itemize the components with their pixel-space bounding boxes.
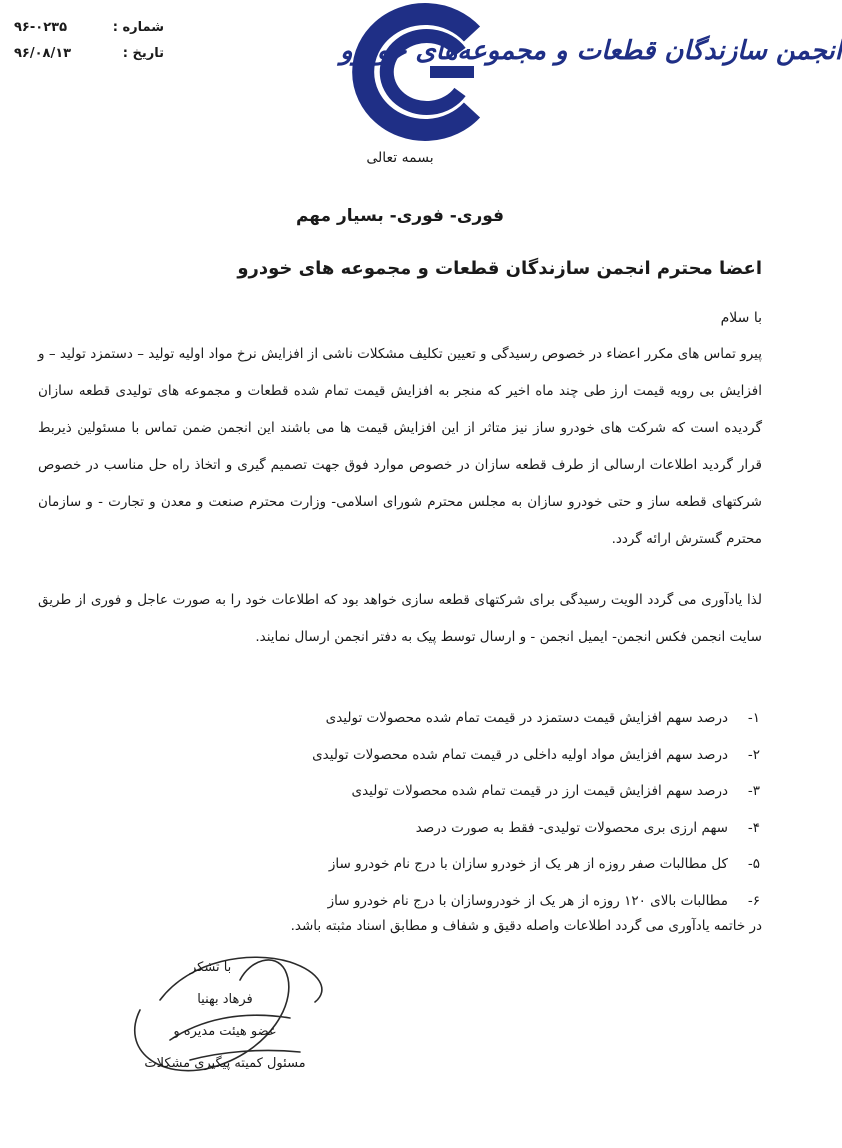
list-item xyxy=(40,810,760,847)
list-item-text: مطالبات بالای ۱۲۰ روزه از هر یک از خودروسازان با درج نام خودرو ساز xyxy=(327,892,728,909)
urgency-heading: فوری- فوری- بسیار مهم xyxy=(295,206,505,226)
date-value: ۹۶/۰۸/۱۳ xyxy=(14,46,72,61)
list-item xyxy=(40,883,760,920)
list-item-text: درصد سهم افزایش مواد اولیه داخلی در قیمت تمام شده محصولات تولیدی xyxy=(312,746,728,763)
list-item-text: سهم ارزی بری محصولات تولیدی- فقط به صورت درصد xyxy=(415,819,728,836)
list-item-number: ۴- xyxy=(747,819,760,836)
letter-meta xyxy=(14,20,174,72)
list-item-text: درصد سهم افزایش قیمت ارز در قیمت تمام شده محصولات تولیدی xyxy=(351,783,728,799)
request-list xyxy=(40,700,760,919)
greeting: با سلام xyxy=(720,310,762,326)
list-item xyxy=(40,700,760,737)
organization-name: انجمن سازندگان قطعات و مجموعه‌های خودرو xyxy=(340,36,842,66)
list-item-number: ۳- xyxy=(747,783,760,799)
paragraph-1: پیرو تماس های مکرر اعضاء در خصوص رسیدگی و تعیین تکلیف مشکلات ناشی از افزایش نرخ مواد اولیه تولید – دستمزد تولید – و افزایش بی رویه قیمت ارز طی چند ماه اخیر که منجر به افزایش قیمت تمام شده قطعات و مجموعه های تولیدی قطعه سازان گردیده است که شرکت های خودرو ساز نیز متاثر از این افزایش قیمت ها می باشند این انجمن ضمن تماس با مسئولین ذیربط قرار گردید اطلاعات ارسالی از طرف قطعه سازان در خصوص موارد فوق جهت تصمیم گیری و اتخاذ راه حل مناسب در خصوص شرکتهای قطعه ساز و حتی خودرو سازان به مجلس محترم شورای اسلامی- وزارت محترم صنعت و معدن و تجارت - و سازمان محترم گسترش ارائه گردد. xyxy=(38,346,762,547)
signature-block xyxy=(120,952,330,1080)
list-item xyxy=(40,846,760,883)
paragraph-2: لذا یادآوری می گردد الویت رسیدگی برای شرکتهای قطعه سازی خواهد بود که اطلاعات خود را به صورت عاجل و فوری از طریق سایت انجمن فکس انجمن- ایمیل انجمن - و ارسال توسط پیک به دفتر انجمن ارسال نمایند. xyxy=(38,592,762,645)
list-item xyxy=(40,737,760,774)
signer-name: فرهاد بهنیا xyxy=(197,992,253,1007)
addressee: اعضا محترم انجمن سازندگان قطعات و مجموعه های خودرو xyxy=(237,258,762,279)
list-item-text: کل مطالبات صفر روزه از هر یک از خودرو سازان با درج نام خودرو ساز xyxy=(328,856,728,872)
list-item-number: ۲- xyxy=(747,746,760,763)
number-value: ۹۶-۰۲۳۵ xyxy=(14,20,68,35)
list-item-number: ۱- xyxy=(747,710,760,726)
number-label: شماره : xyxy=(112,20,164,35)
closing-sentence: در خاتمه یادآوری می گردد اطلاعات واصله دقیق و شفاف و مطابق اسناد مثبته باشد. xyxy=(290,918,762,934)
signer-title-1: عضو هیئت مدیره و xyxy=(173,1024,277,1039)
date-label: تاریخ : xyxy=(122,46,164,61)
signer-title-2: مسئول کمیته پیگیری مشکلات xyxy=(144,1056,306,1071)
list-item xyxy=(40,773,760,810)
thanks-text: با تشکر xyxy=(190,960,232,975)
list-item-number: ۶- xyxy=(747,892,760,909)
list-item-number: ۵- xyxy=(747,856,760,872)
list-item-text: درصد سهم افزایش قیمت دستمزد در قیمت تمام شده محصولات تولیدی xyxy=(325,710,728,726)
bismillah: بسمه تعالی xyxy=(366,150,434,166)
association-logo-icon xyxy=(342,8,502,136)
